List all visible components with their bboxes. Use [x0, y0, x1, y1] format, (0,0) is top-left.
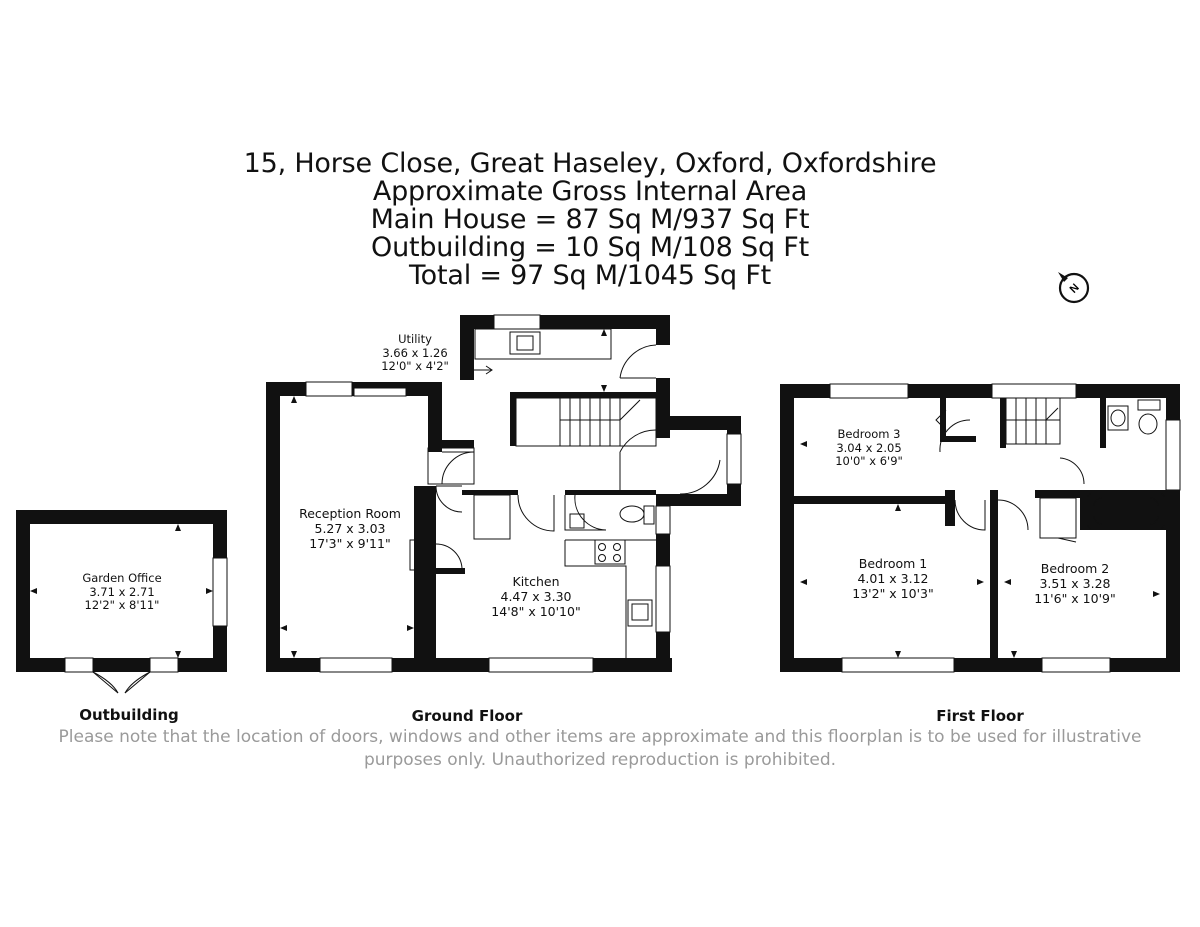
disclaimer-text: Please note that the location of doors, windows and other items are approximate and this floorplan is to be used for illustrative purposes only. Unauthorized reproduction is prohibited.: [58, 727, 1142, 770]
bed2-cupboard-top: [1035, 490, 1085, 498]
room-label-utility: [381, 333, 449, 374]
reception-metric: 5.27 x 3.03: [314, 521, 386, 536]
landing-stair-wall: [1000, 398, 1006, 448]
bedroom3-imperial: 10'0" x 6'9": [835, 454, 903, 468]
kitchen-imperial: 14'8" x 10'10": [491, 604, 581, 619]
bedroom1-imperial: 13'2" x 10'3": [852, 586, 934, 601]
bedroom3-metric: 3.04 x 2.05: [836, 440, 902, 455]
ground-wall-left: [266, 382, 280, 672]
room-label-reception: [299, 506, 401, 551]
walls: [16, 315, 1180, 672]
bedroom3-name: Bedroom 3: [837, 427, 901, 441]
bedroom1-name: Bedroom 1: [858, 556, 928, 571]
bedroom2-name: Bedroom 2: [1040, 561, 1110, 576]
total-area: Total = 97 Sq M/1045 Sq Ft: [408, 260, 772, 291]
wc-wall-top: [565, 490, 656, 495]
bed3-bed1-wall: [780, 496, 950, 504]
utility-wall-top: [460, 315, 670, 329]
room-label-garden-office: [82, 572, 161, 613]
room-label-bedroom3: [835, 428, 903, 469]
reception-imperial: 17'3" x 9'11": [309, 536, 391, 551]
outbuilding-wall-bottom: [16, 658, 227, 672]
cupboard-wall-top: [462, 490, 518, 495]
bedroom1-metric: 4.01 x 3.12: [857, 571, 929, 586]
compass-label: N: [1067, 281, 1082, 296]
kitchen-name: Kitchen: [512, 574, 560, 589]
bedroom2-metric: 3.51 x 3.28: [1039, 576, 1111, 591]
first-wall-bottom: [780, 658, 1180, 672]
utility-wall-right-upper: [656, 315, 670, 345]
kitchen-cupboard-wall: [435, 568, 465, 574]
utility-imperial: 12'0" x 4'2": [381, 359, 449, 373]
stair-wall-top: [510, 392, 656, 398]
garden-office-imperial: 12'2" x 8'11": [84, 598, 160, 612]
room-label-bedroom1: [852, 556, 933, 601]
address-title: 15, Horse Close, Great Haseley, Oxford, Oxfordshire: [243, 148, 937, 179]
room-label-kitchen: [491, 574, 580, 619]
utility-metric: 3.66 x 1.26: [382, 345, 448, 360]
bathroom-left-wall: [1100, 398, 1106, 448]
bed1-door-stub: [945, 490, 955, 526]
floor-label-outbuilding: Outbuilding: [79, 706, 179, 724]
bedroom2-imperial: 11'6" x 10'9": [1034, 591, 1116, 606]
floor-label-first: First Floor: [936, 707, 1024, 725]
kitchen-metric: 4.47 x 3.30: [500, 589, 572, 604]
bed3-cupboard-bottom: [940, 436, 976, 442]
garden-office-name: Garden Office: [82, 571, 162, 585]
bed1-bed2-wall: [990, 490, 998, 670]
room-label-bedroom2: [1034, 561, 1115, 606]
outbuilding-wall-left: [16, 510, 30, 672]
utility-name: Utility: [398, 332, 432, 346]
floor-label-ground: Ground Floor: [411, 707, 523, 725]
outbuilding-area: Outbuilding = 10 Sq M/108 Sq Ft: [371, 232, 809, 263]
reception-kitchen-wall: [414, 486, 436, 666]
first-wall-left: [780, 384, 794, 672]
garden-office-metric: 3.71 x 2.71: [89, 584, 155, 599]
area-heading: Approximate Gross Internal Area: [372, 176, 808, 207]
stair-wall-left: [510, 392, 516, 446]
main-house-area: Main House = 87 Sq M/937 Sq Ft: [370, 204, 810, 235]
hall-wall-stub: [428, 440, 474, 448]
reception-name: Reception Room: [299, 506, 401, 521]
outbuilding-wall-top: [16, 510, 227, 524]
